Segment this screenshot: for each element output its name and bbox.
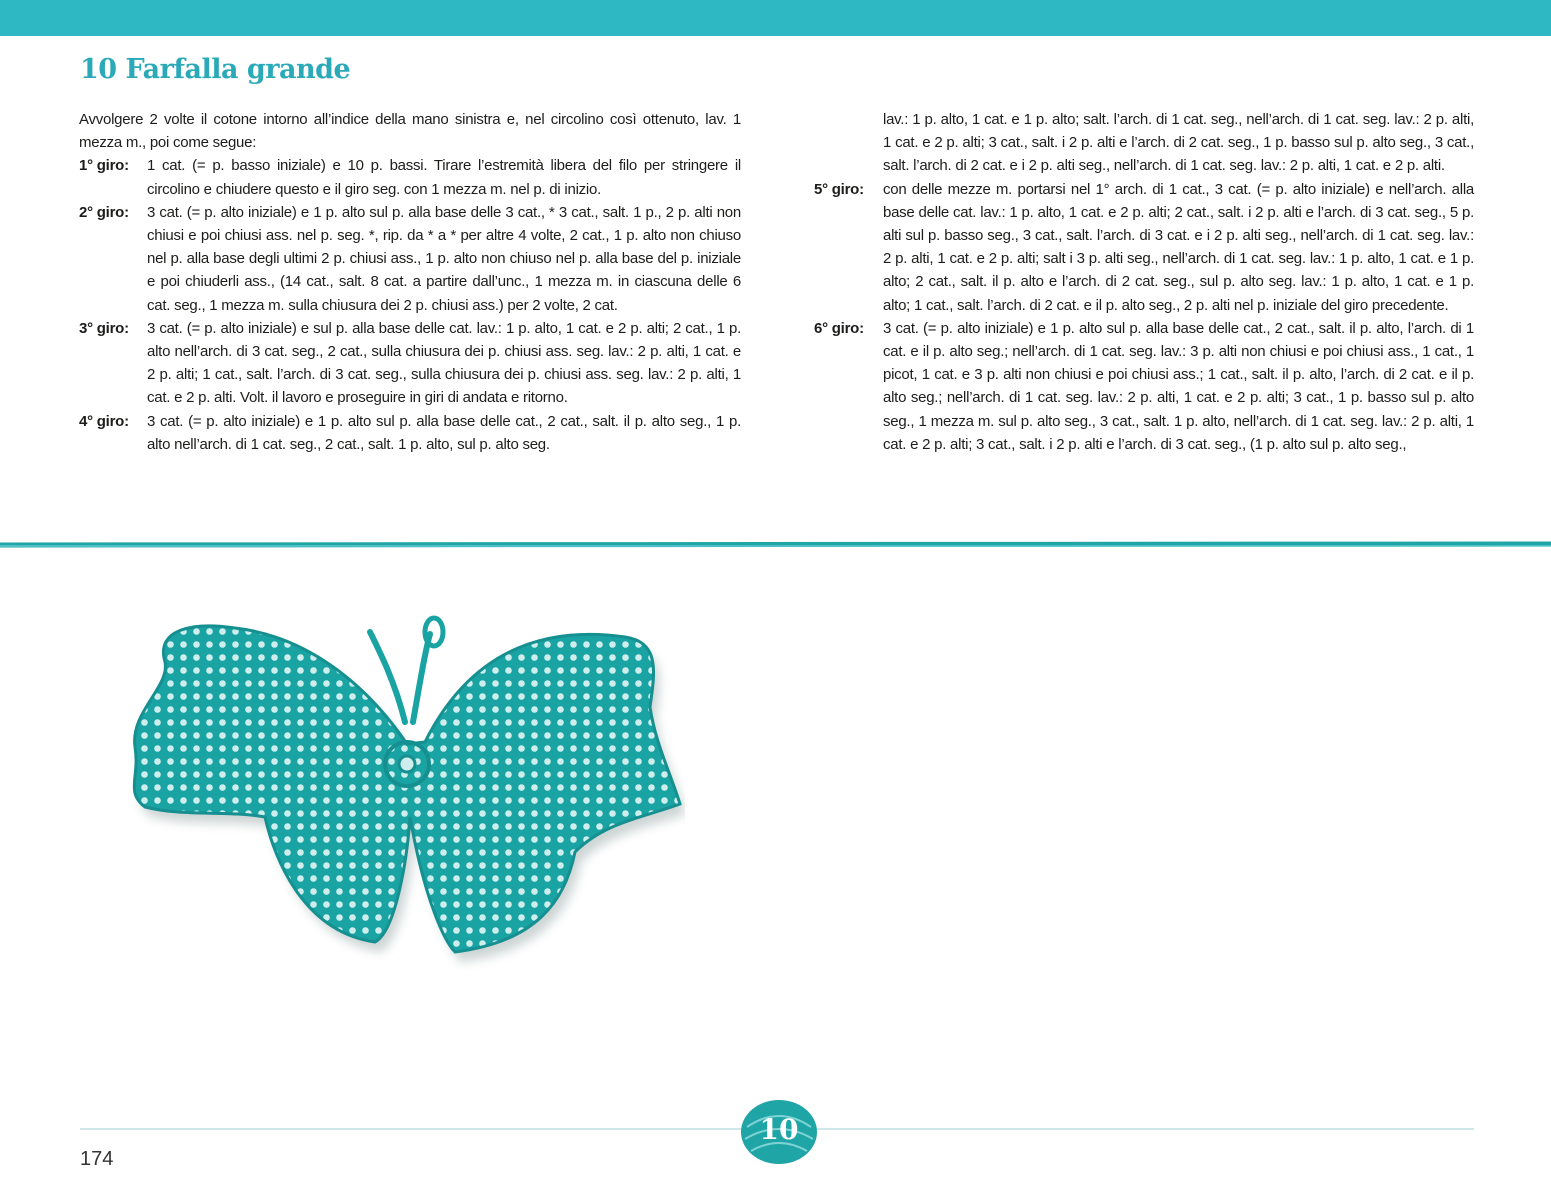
round-6: [814, 317, 1474, 456]
round-label: 1° giro:: [79, 157, 129, 175]
round-4: [79, 410, 741, 456]
right-text-column: [814, 108, 1474, 456]
round-label: 3° giro:: [79, 319, 129, 337]
intro-paragraph: Avvolgere 2 volte il cotone intorno all’indice della mano sinistra e, nel circolino così ottenuto, lav. 1 mezza m., poi come segue:: [79, 111, 741, 152]
round-3: [79, 317, 741, 410]
round-text: 3 cat. (= p. alto iniziale) e 1 p. alto sul p. alla base delle cat., 2 cat., salt. il p. alto, l’arch. di 1 cat. e il p. alto seg.; nell’arch. di 1 cat. seg. lav.: 3 p. alti non chiusi e poi chiusi ass., 1 cat., 1 picot, 1 cat. e 3 p. alti non chiusi e poi chiusi ass.; 1 cat., salt. il p. alto, l’arch. di 2 cat. e il p. alto seg.; nell’arch. di 1 cat. seg. lav.: 2 p. alti, 1 cat. e 2 p. alti; 3 cat., 1 p. basso sul p. alto seg., 1 mezza m. sul p. alto seg., 3 cat., salt. 1 p. alto, nell’arch. di 1 cat. seg. lav.: 2 p. alti, 1 cat. e 2 p. alti; 3 cat., salt. i 2 p. alti e l’arch. di 3 cat. seg., (1 p. alto sul p. alto seg.,: [883, 319, 1474, 453]
round-label: 4° giro:: [79, 412, 129, 430]
round-text: 1 cat. (= p. basso iniziale) e 10 p. bassi. Tirare l’estremità libera del filo per stringere il circolino e chiudere questo e il giro seg. con 1 mezza m. nel p. di inizio.: [147, 157, 741, 198]
round-4-continuation: lav.: 1 p. alto, 1 cat. e 1 p. alto; salt. l’arch. di 1 cat. seg., nell’arch. di 1 cat. seg. lav.: 2 p. alti, 1 cat. e 2 p. alti; 3 cat., salt. i 2 p. alti e l’arch. di 2 cat. seg., 1 p. basso sul p. alto seg., 3 cat., salt. l’arch. di 2 cat. e i 2 p. alti seg., nell’arch. di 1 cat. seg. lav.: 2 p. alti, 1 cat. e 2 p. alti.: [883, 111, 1474, 175]
top-accent-band: [0, 0, 1551, 36]
yarn-divider: [0, 539, 1551, 553]
butterfly-body: [134, 626, 680, 952]
round-5: [814, 178, 1474, 317]
round-label: 6° giro:: [814, 319, 864, 337]
round-1: [79, 154, 741, 200]
butterfly-antenna-right: [413, 634, 430, 722]
page-number: 174: [80, 1148, 114, 1170]
page-title: 10 Farfalla grande: [80, 54, 351, 85]
round-label: 5° giro:: [814, 180, 864, 198]
round-text: 3 cat. (= p. alto iniziale) e 1 p. alto sul p. alla base delle 3 cat., * 3 cat., salt. 1 p., 2 p. alti non chiusi e poi chiusi ass. nel p. seg. *, rip. da * a * per altre 4 volte, 2 cat., 1 p. alto non chiuso nel p. alla base degli ultimi 2 p. chiusi ass., 1 p. alto non chiuso nel p. alla base del p. iniziale e poi chiuderli ass., (14 cat., salt. 8 cat. a partire dall’unc., 1 mezza m. in ciascuna delle 6 cat. seg., 1 mezza m. sulla chiusura dei 2 p. chiusi ass.) per 2 volte, 2 cat.: [147, 203, 741, 314]
round-text: 3 cat. (= p. alto iniziale) e 1 p. alto sul p. alla base delle cat., 2 cat., salt. il p. alto seg., 1 p. alto nell’arch. di 1 cat. seg., 2 cat., salt. 1 p. alto, sul p. alto seg.: [147, 412, 741, 453]
crochet-butterfly-photo: [125, 612, 685, 972]
left-text-column: [79, 108, 741, 456]
round-label: 2° giro:: [79, 203, 129, 221]
round-text: con delle mezze m. portarsi nel 1° arch. di 1 cat., 3 cat. (= p. alto iniziale) e nell’arch. alla base delle cat. lav.: 1 p. alto, 1 cat. e 2 p. alti; 2 cat., salt. i 2 p. alti e l’arch. di 3 cat. seg., 5 p. alti sul p. basso seg., 3 cat., salt. l’arch. di 3 cat. e i 2 p. alti seg., nell’arch. di 1 cat. seg. lav.: 2 p. alti, 1 cat. e 2 p. alti; salt i 3 p. alti seg., nell’arch. di 1 cat. seg. lav.: 1 p. alto, 1 cat. e 1 p. alto; 2 cat., salt. il p. alto e l’arch. di 2 cat. seg., sul p. alto seg. lav.: 1 p. alto, 1 cat. e 1 p. alto; 1 cat., salt. l’arch. di 2 cat. e il p. alto seg., 2 p. alti nel p. iniziale del giro precedente.: [883, 180, 1474, 314]
round-2: [79, 201, 741, 317]
round-text: 3 cat. (= p. alto iniziale) e sul p. alla base delle cat. lav.: 1 p. alto, 1 cat. e 2 p. alti; 2 cat., 1 p. alto nell’arch. di 3 cat. seg., 2 cat., sulla chiusura dei p. chiusi ass. seg. lav.: 2 p. alti, 1 cat. e 2 p. alti; 1 cat., salt. l’arch. di 3 cat. seg., sulla chiusura dei p. chiusi ass. seg. lav.: 2 p. alti, 1 cat. e 2 p. alti. Volt. il lavoro e proseguire in giri di andata e ritorno.: [147, 319, 741, 407]
badge-number: 10: [759, 1113, 799, 1146]
